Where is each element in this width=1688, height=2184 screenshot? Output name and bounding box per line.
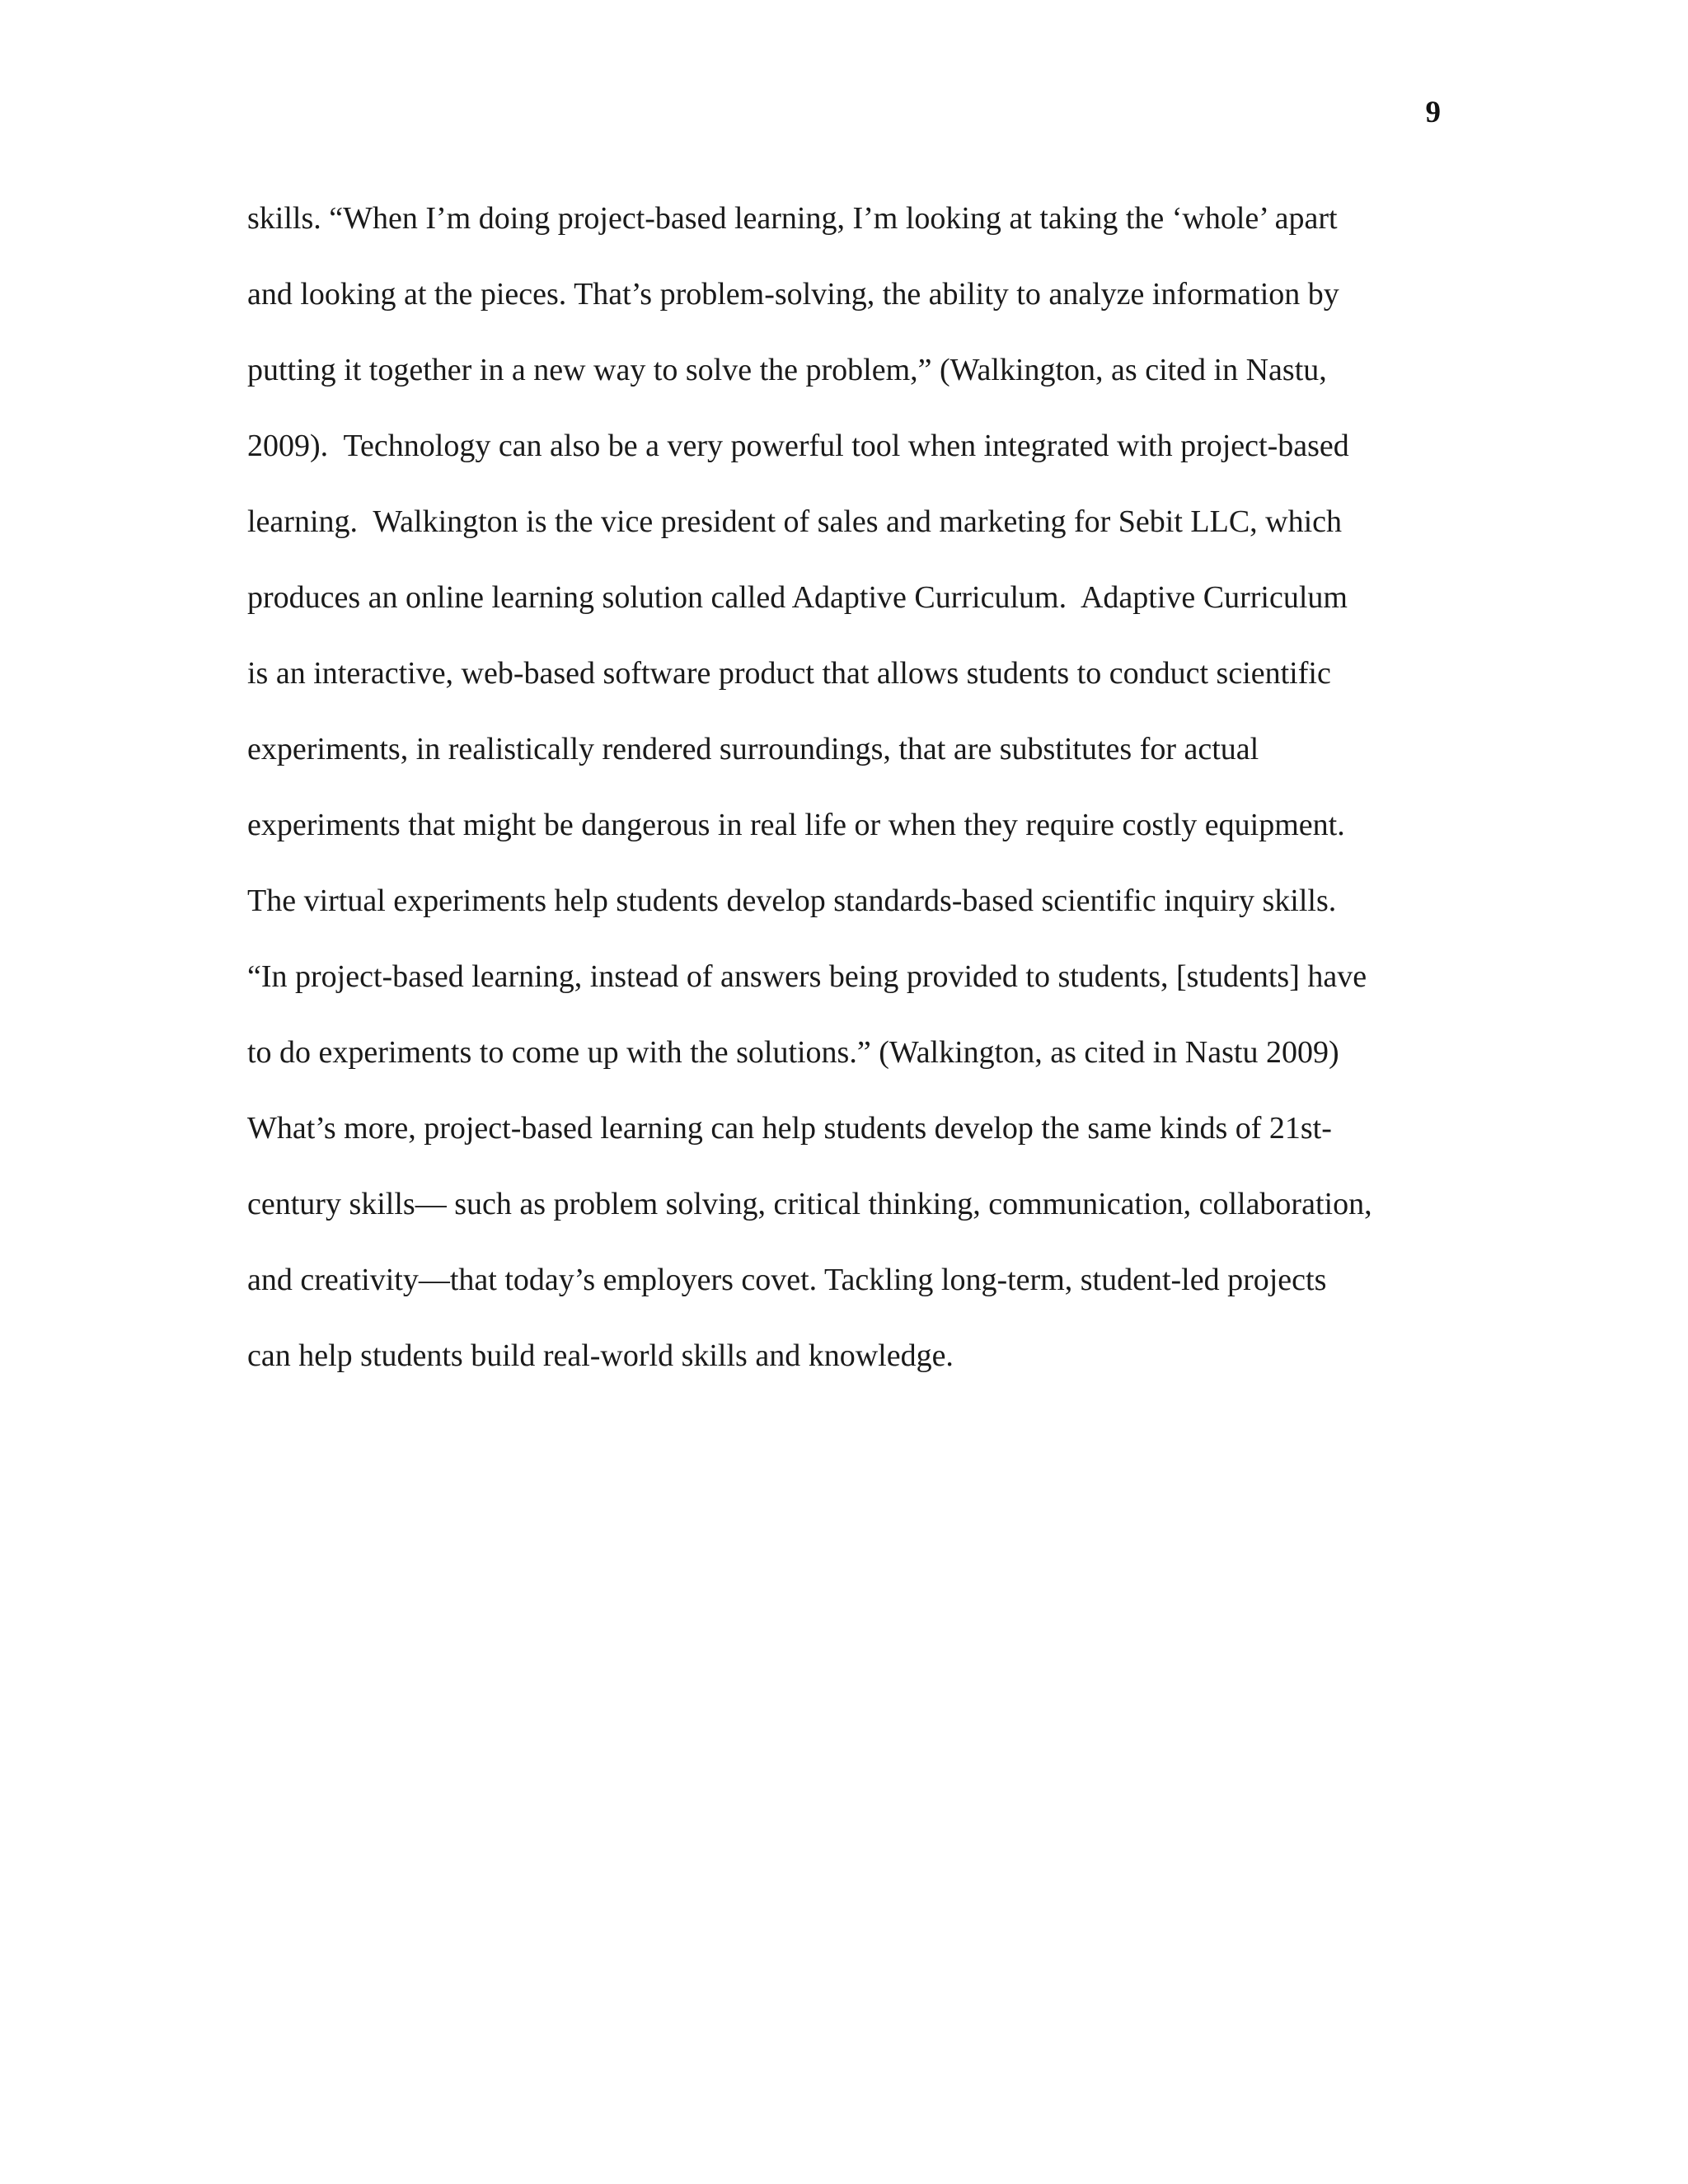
body-paragraph: [247, 196, 1484, 1409]
page-number: 9: [1425, 96, 1441, 129]
text-line: skills. “When I’m doing project-based learning, I’m looking at taking the ‘whole’ apart: [247, 201, 1338, 236]
text-line: and looking at the pieces. That’s problem-solving, the ability to analyze information by: [247, 277, 1339, 312]
text-line: putting it together in a new way to solve the problem,” (Walkington, as cited in Nastu,: [247, 353, 1327, 387]
text-line: 2009). Technology can also be a very powerful tool when integrated with project-based: [247, 429, 1349, 463]
text-line: produces an online learning solution called Adaptive Curriculum. Adaptive Curriculum: [247, 580, 1348, 615]
text-line: and creativity—that today’s employers covet. Tackling long-term, student-led projects: [247, 1263, 1327, 1297]
text-line: can help students build real-world skills and knowledge.: [247, 1338, 954, 1373]
text-line: century skills— such as problem solving, critical thinking, communication, collaboration,: [247, 1187, 1372, 1221]
text-line: The virtual experiments help students develop standards-based scientific inquiry skills.: [247, 883, 1337, 918]
text-line: “In project-based learning, instead of answers being provided to students, [students] have: [247, 959, 1367, 994]
text-line: learning. Walkington is the vice president of sales and marketing for Sebit LLC, which: [247, 504, 1343, 539]
text-line: experiments, in realistically rendered surroundings, that are substitutes for actual: [247, 732, 1259, 766]
text-line: is an interactive, web-based software product that allows students to conduct scientific: [247, 656, 1331, 691]
text-line: experiments that might be dangerous in real life or when they require costly equipment.: [247, 808, 1345, 842]
text-line: What’s more, project-based learning can help students develop the same kinds of 21st-: [247, 1111, 1332, 1146]
text-line: to do experiments to come up with the solutions.” (Walkington, as cited in Nastu 2009): [247, 1035, 1339, 1070]
